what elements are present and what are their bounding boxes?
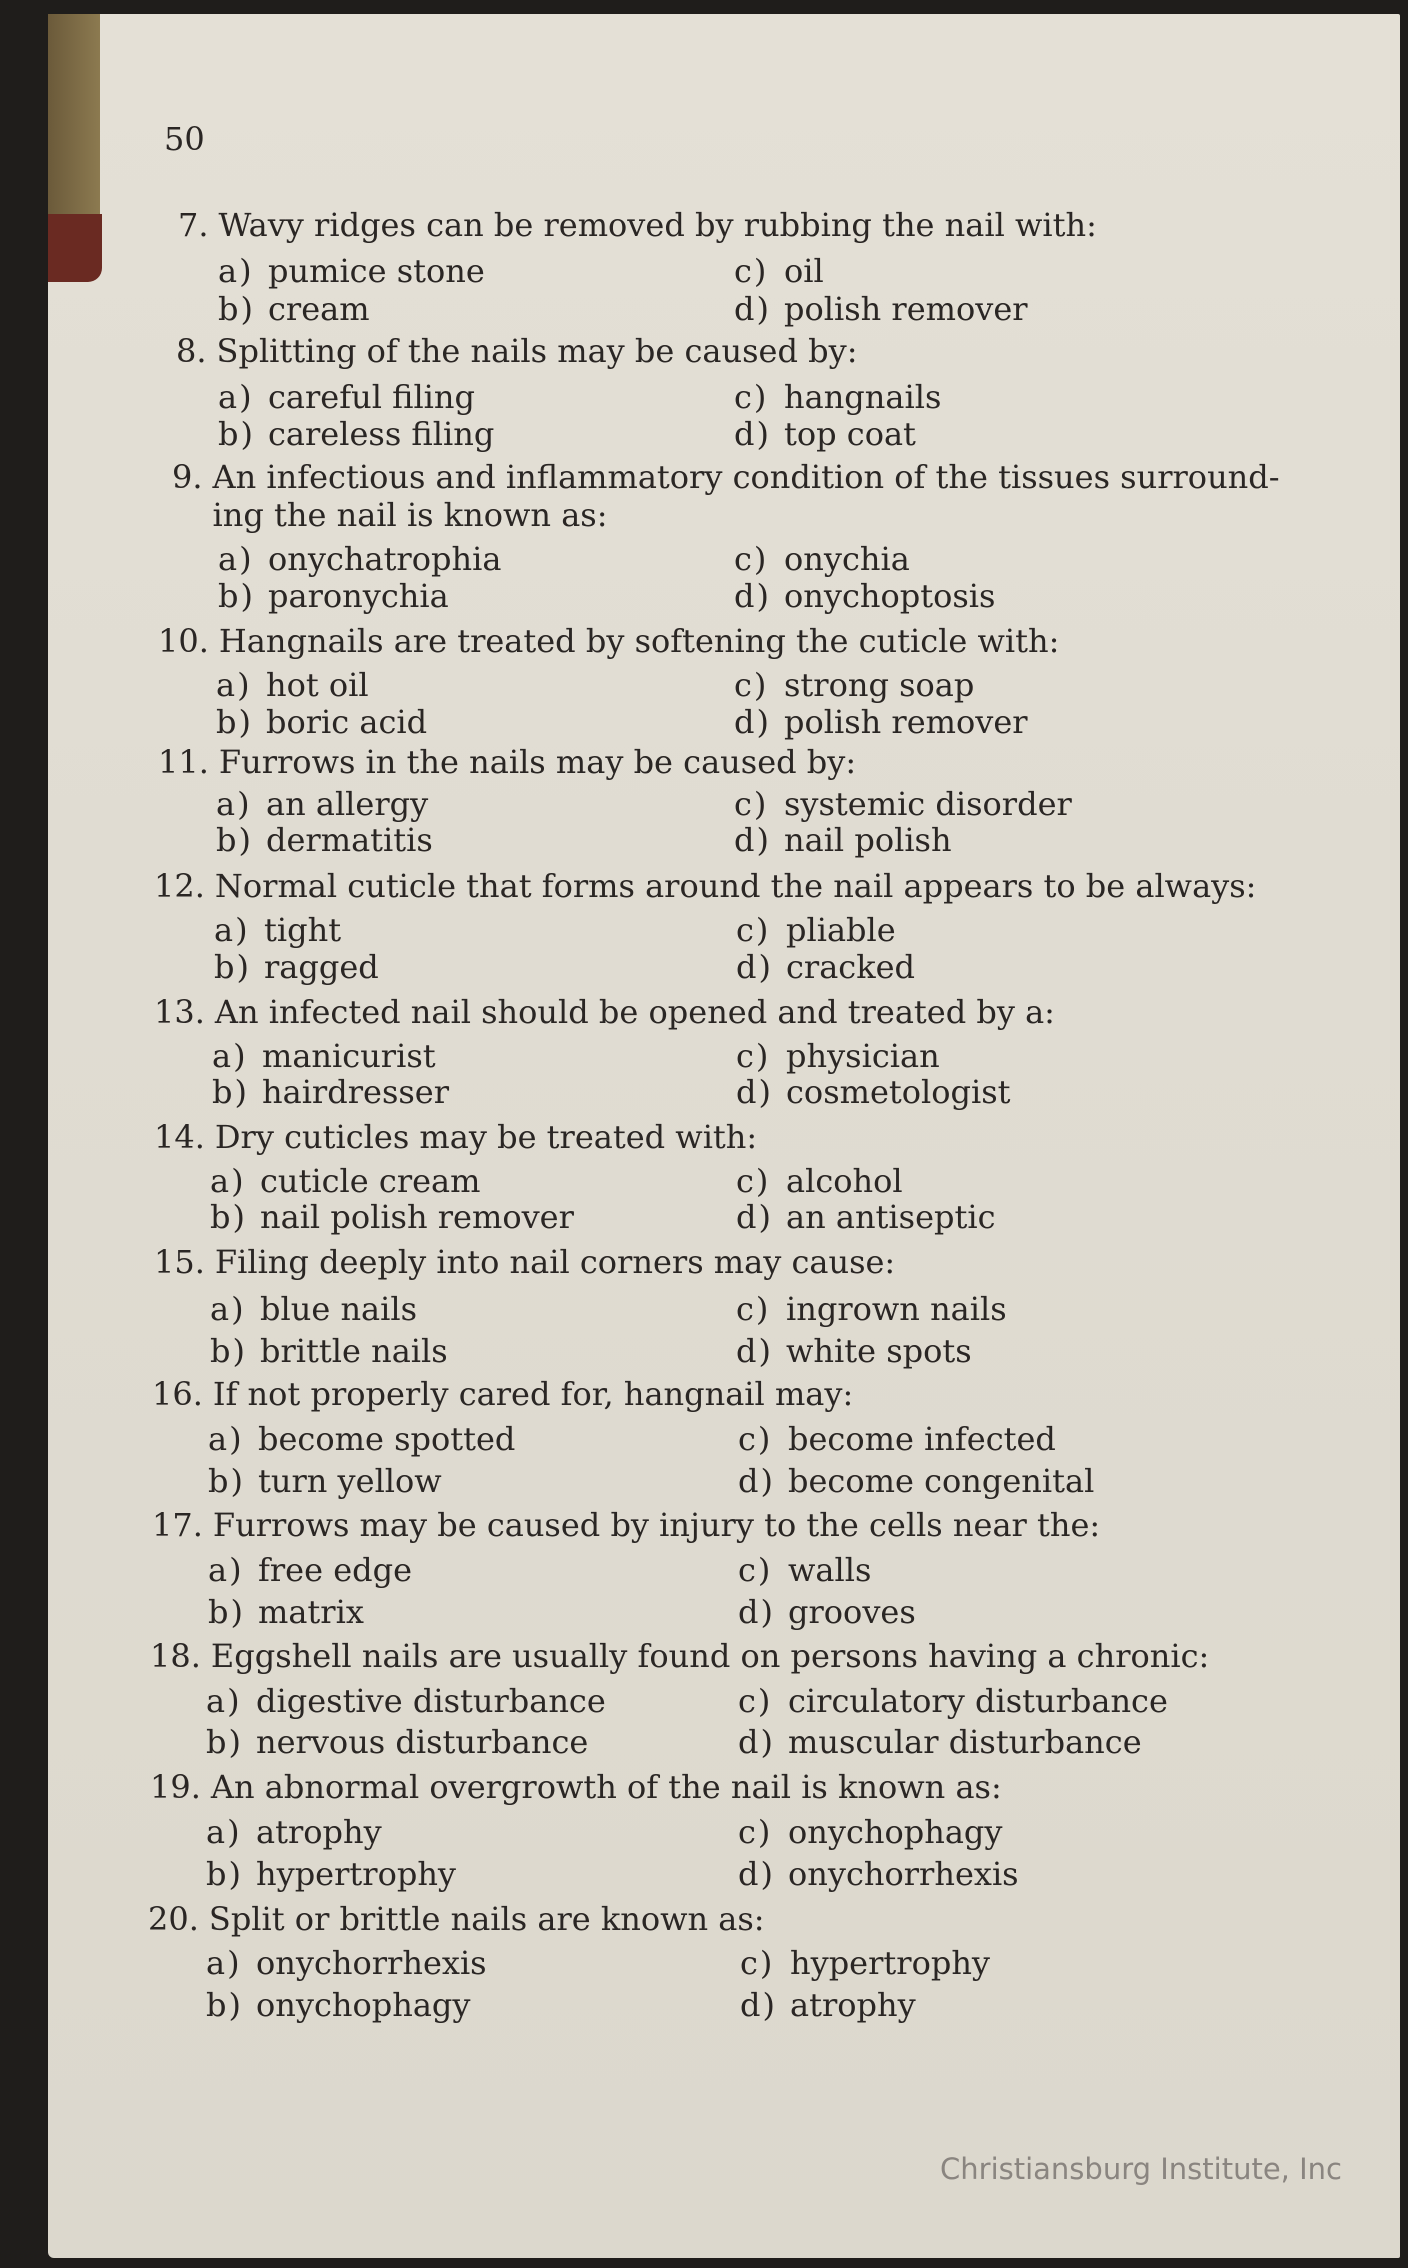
option-letter: a) — [212, 1037, 248, 1075]
option-letter: c) — [734, 540, 769, 578]
option-text: onychorrhexis — [788, 1855, 1019, 1893]
option-text: blue nails — [260, 1290, 418, 1328]
question-number: 10. — [158, 622, 209, 660]
question-stem — [158, 743, 856, 781]
question-stem — [154, 867, 1256, 905]
option-text: onychophagy — [256, 1986, 471, 2024]
question-stem — [178, 206, 1097, 244]
option-letter: d) — [734, 415, 771, 453]
question-text: Eggshell nails are usually found on persons having a chronic: — [210, 1637, 1210, 1675]
answer-option — [736, 1198, 996, 1236]
answer-option — [208, 1551, 412, 1589]
answer-option — [210, 1290, 417, 1328]
option-text: become congenital — [788, 1462, 1095, 1500]
option-letter: b) — [218, 290, 255, 328]
answer-option — [734, 785, 1072, 823]
page-number: 50 — [164, 120, 205, 158]
option-letter: b) — [206, 1986, 243, 2024]
option-letter: d) — [734, 703, 771, 741]
option-text: top coat — [784, 415, 916, 453]
option-letter: d) — [736, 948, 773, 986]
option-text: cuticle cream — [260, 1162, 481, 1200]
option-text: ingrown nails — [786, 1290, 1007, 1328]
option-text: onychorrhexis — [256, 1944, 487, 1982]
question-stem — [154, 993, 1055, 1031]
option-letter: a) — [218, 252, 254, 290]
option-letter: a) — [206, 1813, 242, 1851]
answer-option — [734, 290, 1028, 328]
option-text: pumice stone — [268, 252, 485, 290]
answer-option — [212, 1073, 449, 1111]
answer-option — [206, 1682, 606, 1720]
option-text: matrix — [258, 1593, 364, 1631]
option-text: ragged — [264, 948, 379, 986]
question-number: 7. — [178, 206, 209, 244]
answer-option — [740, 1986, 916, 2024]
answer-option — [206, 1813, 382, 1851]
question-text: An infectious and inflammatory condition of the tissues surround- ing the nail is known as: — [212, 458, 1280, 534]
question-text: Filing deeply into nail corners may cause: — [214, 1243, 896, 1281]
option-text: onychatrophia — [268, 540, 502, 578]
answer-option — [206, 1855, 456, 1893]
option-letter: c) — [736, 1162, 771, 1200]
answer-option — [736, 1037, 940, 1075]
option-text: polish remover — [784, 290, 1028, 328]
answer-option — [218, 378, 475, 416]
answer-option — [738, 1682, 1168, 1720]
option-text: brittle nails — [260, 1332, 448, 1370]
option-letter: a) — [216, 785, 252, 823]
option-text: tight — [264, 911, 342, 949]
answer-option — [736, 1162, 903, 1200]
watermark: Christiansburg Institute, Inc — [940, 2152, 1342, 2186]
answer-option — [736, 1073, 1011, 1111]
answer-option — [738, 1420, 1056, 1458]
answer-option — [218, 540, 501, 578]
option-letter: b) — [210, 1332, 247, 1370]
option-letter: c) — [736, 911, 771, 949]
option-letter: a) — [218, 378, 254, 416]
option-text: cream — [268, 290, 370, 328]
option-letter: d) — [738, 1723, 775, 1761]
option-text: white spots — [786, 1332, 972, 1370]
question-text: Furrows in the nails may be caused by: — [218, 743, 857, 781]
option-text: nail polish remover — [260, 1198, 574, 1236]
answer-option — [216, 703, 427, 741]
option-letter: c) — [734, 252, 769, 290]
answer-option — [736, 1290, 1007, 1328]
question-number: 14. — [154, 1118, 205, 1156]
option-text: strong soap — [784, 666, 975, 704]
option-letter: b) — [206, 1855, 243, 1893]
question-text: Hangnails are treated by softening the cuticle with: — [218, 622, 1060, 660]
option-text: cosmetologist — [786, 1073, 1011, 1111]
option-text: hangnails — [784, 378, 942, 416]
option-letter: b) — [216, 821, 253, 859]
option-text: hairdresser — [262, 1073, 450, 1111]
option-text: hypertrophy — [256, 1855, 456, 1893]
answer-option — [738, 1813, 1002, 1851]
option-letter: d) — [738, 1593, 775, 1631]
option-letter: a) — [206, 1682, 242, 1720]
option-text: hypertrophy — [790, 1944, 990, 1982]
option-text: digestive disturbance — [256, 1682, 606, 1720]
question-stem — [148, 1900, 765, 1938]
question-number: 15. — [154, 1243, 205, 1281]
question-number: 9. — [172, 458, 203, 496]
option-text: alcohol — [786, 1162, 903, 1200]
option-letter: c) — [740, 1944, 775, 1982]
option-text: careful filing — [268, 378, 475, 416]
answer-option — [216, 821, 433, 859]
answer-option — [734, 540, 910, 578]
option-text: boric acid — [266, 703, 428, 741]
option-letter: c) — [736, 1037, 771, 1075]
option-letter: a) — [208, 1420, 244, 1458]
option-text: nail polish — [784, 821, 952, 859]
option-text: hot oil — [266, 666, 369, 704]
question-text: Normal cuticle that forms around the nail appears to be always: — [214, 867, 1257, 905]
answer-option — [738, 1593, 916, 1631]
option-text: oil — [784, 252, 824, 290]
option-letter: c) — [738, 1551, 773, 1589]
option-letter: d) — [734, 290, 771, 328]
option-text: dermatitis — [266, 821, 433, 859]
answer-option — [210, 1332, 448, 1370]
question-number: 11. — [158, 743, 209, 781]
answer-option — [734, 821, 952, 859]
option-text: polish remover — [784, 703, 1028, 741]
option-text: free edge — [258, 1551, 413, 1589]
question-stem — [154, 1118, 757, 1156]
option-letter: b) — [210, 1198, 247, 1236]
option-letter: c) — [738, 1420, 773, 1458]
option-letter: b) — [218, 577, 255, 615]
option-text: onychoptosis — [784, 577, 996, 615]
answer-option — [208, 1420, 515, 1458]
question-stem — [152, 1375, 853, 1413]
answer-option — [734, 577, 995, 615]
option-text: an antiseptic — [786, 1198, 996, 1236]
answer-option — [736, 1332, 972, 1370]
option-letter: d) — [734, 821, 771, 859]
option-letter: d) — [736, 1073, 773, 1111]
question-text: Dry cuticles may be treated with: — [214, 1118, 758, 1156]
option-letter: a) — [208, 1551, 244, 1589]
option-text: become infected — [788, 1420, 1056, 1458]
answer-option — [208, 1462, 442, 1500]
option-text: paronychia — [268, 577, 449, 615]
question-text: An infected nail should be opened and treated by a: — [214, 993, 1055, 1031]
answer-option — [212, 1037, 436, 1075]
answer-option — [738, 1723, 1142, 1761]
option-text: onychophagy — [788, 1813, 1003, 1851]
option-letter: d) — [738, 1462, 775, 1500]
option-letter: b) — [208, 1462, 245, 1500]
answer-option — [734, 666, 974, 704]
answer-option — [216, 785, 428, 823]
option-text: pliable — [786, 911, 896, 949]
option-text: nervous disturbance — [256, 1723, 589, 1761]
answer-option — [210, 1198, 574, 1236]
option-letter: b) — [218, 415, 255, 453]
question-number: 13. — [154, 993, 205, 1031]
option-letter: c) — [734, 378, 769, 416]
question-text: Furrows may be caused by injury to the cells near the: — [212, 1506, 1101, 1544]
answer-option — [218, 415, 494, 453]
option-letter: a) — [216, 666, 252, 704]
option-letter: b) — [214, 948, 251, 986]
option-letter: d) — [736, 1198, 773, 1236]
answer-option — [206, 1986, 470, 2024]
answer-option — [216, 666, 369, 704]
answer-option — [218, 577, 449, 615]
answer-option — [734, 378, 941, 416]
option-letter: d) — [734, 577, 771, 615]
question-stem — [150, 1768, 1002, 1806]
answer-option — [738, 1855, 1019, 1893]
option-letter: d) — [736, 1332, 773, 1370]
option-text: atrophy — [790, 1986, 916, 2024]
option-letter: c) — [738, 1682, 773, 1720]
option-text: careless filing — [268, 415, 495, 453]
option-letter: b) — [208, 1593, 245, 1631]
question-stem — [172, 458, 1280, 534]
option-text: turn yellow — [258, 1462, 442, 1500]
answer-option — [736, 948, 915, 986]
answer-option — [206, 1723, 588, 1761]
answer-option — [734, 252, 824, 290]
answer-option — [210, 1162, 480, 1200]
option-letter: c) — [734, 666, 769, 704]
question-text: If not properly cared for, hangnail may: — [212, 1375, 854, 1413]
question-number: 17. — [152, 1506, 203, 1544]
answer-option — [218, 290, 370, 328]
option-text: become spotted — [258, 1420, 516, 1458]
question-text: Wavy ridges can be removed by rubbing the nail with: — [218, 206, 1097, 244]
answer-option — [208, 1593, 364, 1631]
option-letter: a) — [214, 911, 250, 949]
answer-option — [734, 415, 916, 453]
answer-option — [214, 948, 379, 986]
option-text: grooves — [788, 1593, 916, 1631]
option-letter: c) — [738, 1813, 773, 1851]
question-number: 19. — [150, 1768, 201, 1806]
question-number: 20. — [148, 1900, 199, 1938]
question-text: Splitting of the nails may be caused by: — [216, 332, 858, 370]
option-text: walls — [788, 1551, 872, 1589]
question-text: An abnormal overgrowth of the nail is known as: — [210, 1768, 1002, 1806]
option-letter: a) — [218, 540, 254, 578]
answer-option — [738, 1462, 1094, 1500]
answer-option — [734, 703, 1028, 741]
question-number: 18. — [150, 1637, 201, 1675]
question-stem — [176, 332, 857, 370]
question-stem — [158, 622, 1059, 660]
question-stem — [150, 1637, 1209, 1675]
option-letter: b) — [212, 1073, 249, 1111]
answer-option — [206, 1944, 487, 1982]
option-text: circulatory disturbance — [788, 1682, 1168, 1720]
option-letter: b) — [206, 1723, 243, 1761]
option-text: systemic disorder — [784, 785, 1072, 823]
option-text: muscular disturbance — [788, 1723, 1142, 1761]
option-text: an allergy — [266, 785, 429, 823]
question-stem — [152, 1506, 1100, 1544]
question-number: 12. — [154, 867, 205, 905]
option-text: cracked — [786, 948, 916, 986]
option-text: atrophy — [256, 1813, 382, 1851]
question-number: 16. — [152, 1375, 203, 1413]
answer-option — [214, 911, 341, 949]
answer-option — [738, 1551, 871, 1589]
option-letter: d) — [738, 1855, 775, 1893]
option-letter: b) — [216, 703, 253, 741]
option-letter: d) — [740, 1986, 777, 2024]
option-text: manicurist — [262, 1037, 436, 1075]
option-text: onychia — [784, 540, 910, 578]
question-text: Split or brittle nails are known as: — [208, 1900, 765, 1938]
option-letter: a) — [210, 1290, 246, 1328]
answer-option — [218, 252, 485, 290]
question-stem — [154, 1243, 895, 1281]
option-letter: a) — [210, 1162, 246, 1200]
option-letter: c) — [736, 1290, 771, 1328]
option-text: physician — [786, 1037, 940, 1075]
answer-option — [740, 1944, 990, 1982]
question-number: 8. — [176, 332, 207, 370]
answer-option — [736, 911, 896, 949]
option-letter: c) — [734, 785, 769, 823]
option-letter: a) — [206, 1944, 242, 1982]
